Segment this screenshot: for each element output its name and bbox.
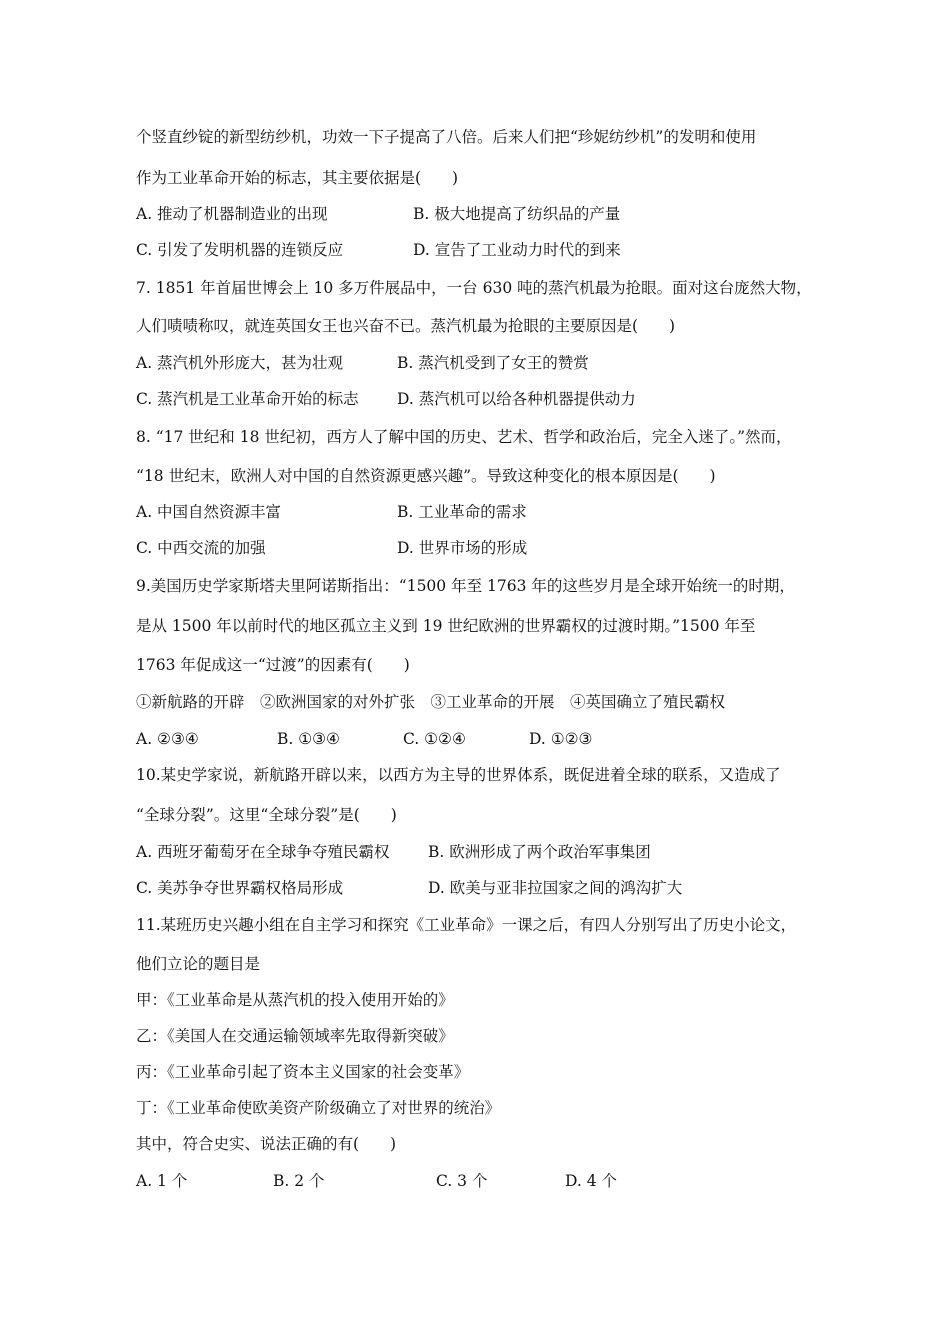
q6-line-2: 作为工业革命开始的标志，其主要依据是( ) (136, 169, 459, 187)
q6-option-b: B. 极大地提高了纺织品的产量 (413, 205, 621, 223)
q7-option-b: B. 蒸汽机受到了女王的赞赏 (397, 354, 589, 372)
q9-option-c: C. ①②④ (403, 730, 466, 748)
q11-item-bing: 丙：《工业革命引起了资本主义国家的社会变革》 (136, 1063, 470, 1081)
q11-option-d: D. 4 个 (565, 1172, 618, 1190)
q6-option-a: A. 推动了机器制造业的出现 (136, 205, 328, 223)
q11-option-c: C. 3 个 (436, 1172, 488, 1190)
q7-line-2: 人们啧啧称叹，就连英国女王也兴奋不已。蒸汽机最为抢眼的主要原因是( ) (136, 317, 676, 335)
q11-line-2: 他们立论的题目是 (136, 955, 261, 973)
q9-option-d: D. ①②③ (529, 730, 593, 748)
q8-option-c: C. 中西交流的加强 (136, 539, 266, 557)
q10-option-b: B. 欧洲形成了两个政治军事集团 (428, 843, 651, 861)
q6-line-1: 个竖直纱锭的新型纺纱机，功效一下子提高了八倍。后来人们把“珍妮纺纱机”的发明和使用 (136, 128, 757, 146)
q10-option-a: A. 西班牙葡萄牙在全球争夺殖民霸权 (136, 843, 390, 861)
q11-line-1: 11.某班历史兴趣小组在自主学习和探究《工业革命》一课之后，有四人分别写出了历史小论文， (136, 916, 797, 934)
q8-line-2: “18 世纪末，欧洲人对中国的自然资源更感兴趣”。导致这种变化的根本原因是( ) (136, 467, 716, 485)
q7-line-1: 7. 1851 年首届世博会上 10 多万件展品中，一台 630 吨的蒸汽机最为抢眼。面对这台庞然大物， (136, 279, 812, 297)
q8-option-d: D. 世界市场的形成 (397, 539, 528, 557)
q10-line-2: “全球分裂”。这里“全球分裂”是( ) (136, 806, 397, 824)
q11-stem: 其中，符合史实、说法正确的有( ) (136, 1135, 397, 1153)
q11-item-yi: 乙：《美国人在交通运输领域率先取得新突破》 (136, 1027, 454, 1045)
q9-line-1: 9.美国历史学家斯塔夫里阿诺斯指出：“1500 年至 1763 年的这些岁月是全球开始统一的时期， (136, 577, 795, 595)
q11-item-ding: 丁：《工业革命使欧美资产阶级确立了对世界的统治》 (136, 1099, 501, 1117)
q9-line-3: 1763 年促成这一“过渡”的因素有( ) (136, 656, 410, 674)
q10-option-d: D. 欧美与亚非拉国家之间的鸿沟扩大 (428, 879, 683, 897)
q9-option-a: A. ②③④ (136, 730, 199, 748)
q7-option-d: D. 蒸汽机可以给各种机器提供动力 (397, 390, 636, 408)
q6-option-d: D. 宣告了工业动力时代的到来 (413, 241, 621, 259)
q11-option-a: A. 1 个 (136, 1172, 188, 1190)
q11-item-jia: 甲：《工业革命是从蒸汽机的投入使用开始的》 (136, 991, 454, 1009)
q9-line-2: 是从 1500 年以前时代的地区孤立主义到 19 世纪欧洲的世界霸权的过渡时期。”1500 年至 (136, 617, 756, 635)
q10-line-1: 10.某史学家说，新航路开辟以来，以西方为主导的世界体系，既促进着全球的联系，又造成了 (136, 766, 781, 784)
q10-option-c: C. 美苏争夺世界霸权格局形成 (136, 879, 344, 897)
q8-option-b: B. 工业革命的需求 (397, 503, 527, 521)
q6-option-c: C. 引发了发明机器的连锁反应 (136, 241, 344, 259)
q11-option-b: B. 2 个 (273, 1172, 325, 1190)
q9-option-b: B. ①③④ (277, 730, 340, 748)
q8-line-1: 8. “17 世纪和 18 世纪初，西方人了解中国的历史、艺术、哲学和政治后，完全入迷了。”然而， (136, 428, 792, 446)
q7-option-a: A. 蒸汽机外形庞大，甚为壮观 (136, 354, 344, 372)
q8-option-a: A. 中国自然资源丰富 (136, 503, 282, 521)
q9-items: ①新航路的开辟 ②欧洲国家的对外扩张 ③工业革命的开展 ④英国确立了殖民霸权 (136, 693, 726, 711)
q7-option-c: C. 蒸汽机是工业革命开始的标志 (136, 390, 359, 408)
